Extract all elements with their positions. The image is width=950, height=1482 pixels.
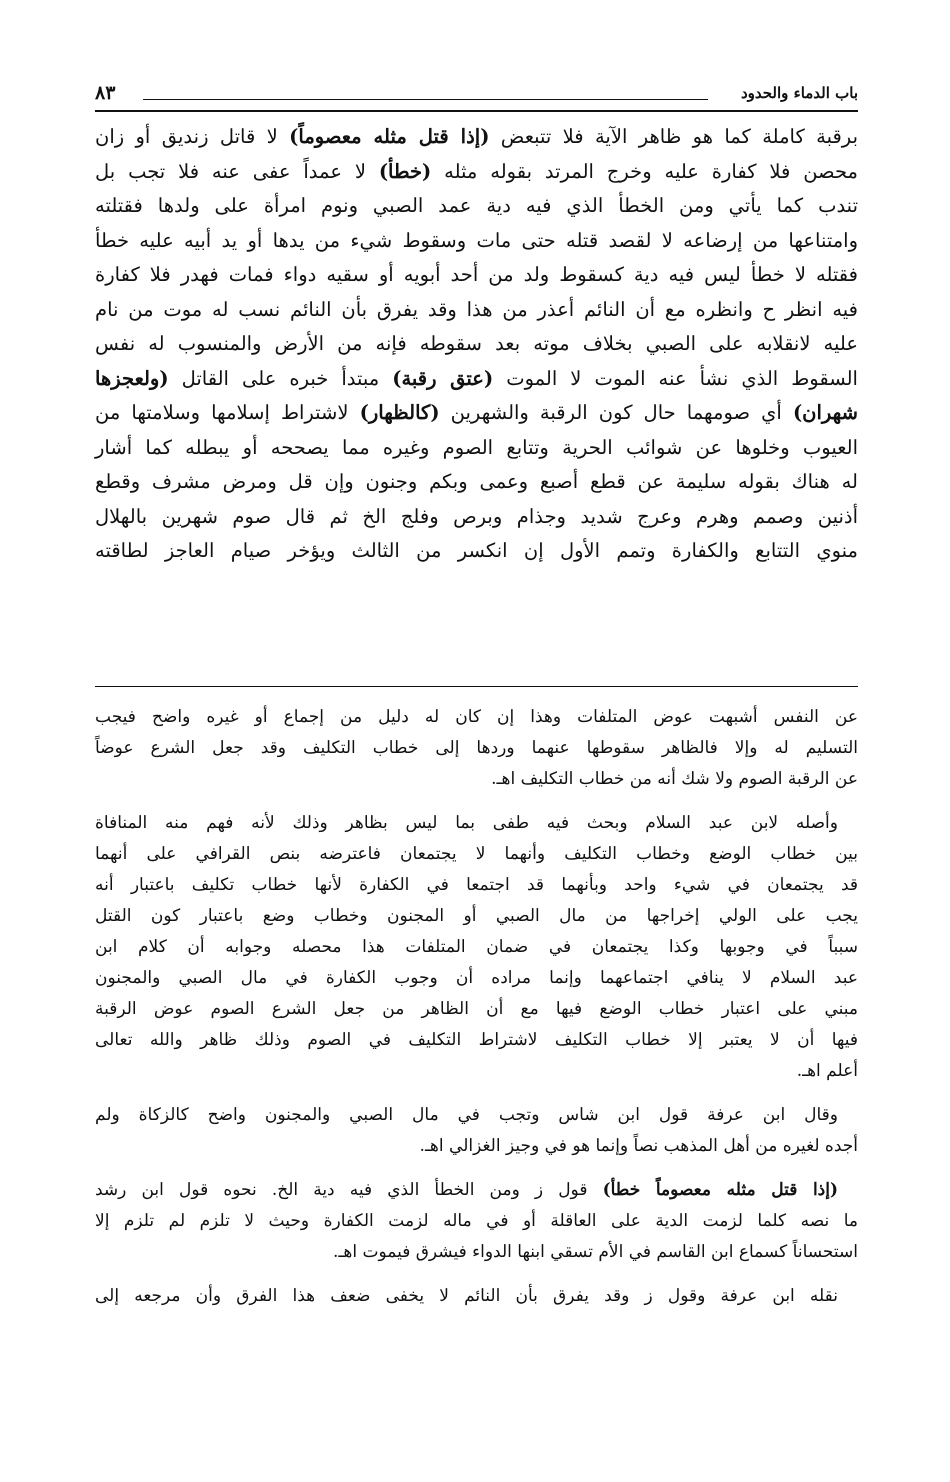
text-line (95, 189, 858, 224)
text-line (95, 500, 858, 535)
text-segment: العيوب وخلوها عن شوائب الحرية وتتابع الصوم وغيره مما يصححه أو يبطله كما أشار (95, 435, 858, 459)
text-segment: مبني على اعتبار خطاب الوضع فيها مع أن الظاهر من جعل الشرع الصوم عوض الرقبة (95, 999, 858, 1019)
footnotes (95, 702, 858, 1325)
bold-matn-text: (خطأ) (378, 159, 432, 183)
footnote-paragraph (95, 702, 858, 795)
text-line (95, 1206, 858, 1237)
text-line (95, 327, 858, 362)
footnote-paragraph (95, 1281, 858, 1312)
header-line (143, 99, 708, 100)
running-header (95, 84, 858, 106)
text-line (95, 465, 858, 500)
text-segment: فيها أن لا يعتبر إلا خطاب التكليف لاشتراط التكليف في الصوم وذلك ظاهر والله تعالى (95, 1030, 858, 1050)
text-segment: له هناك بقوله سليمة عن قطع أصبع وعمى وبكم وجنون وإن قل ومرض مشرف وقطع (95, 470, 858, 493)
text-line (95, 120, 858, 155)
text-line (95, 1131, 858, 1162)
page-number: ٨٣ (95, 82, 116, 104)
text-segment: تندب كما يأتي ومن الخطأ الذي فيه دية عمد الصبي ونوم امرأة على ولدها فقتلته (95, 194, 858, 217)
text-line (95, 431, 858, 466)
text-segment: محصن فلا كفارة عليه وخرج المرتد بقوله مثله (431, 159, 858, 183)
text-segment: عن الرقبة الصوم ولا شك أنه من خطاب التكليف اهـ. (491, 769, 858, 789)
bold-matn-text: (إذا قتل مثله معصوماً خطأ) (602, 1180, 839, 1200)
text-segment: أذنين وصمم وهرم وعرج شديد وجذام وبرص وفلج الخ ثم قال صوم شهرين بالهلال (95, 504, 858, 528)
bold-matn-text: (ولعجزها (95, 366, 169, 390)
main-text (95, 120, 858, 569)
bold-matn-text: شهران) (792, 401, 858, 424)
text-segment: لاشتراط إسلامها وسلامتها من (95, 401, 360, 424)
text-line (95, 764, 858, 795)
text-segment: التسليم له وإلا فالظاهر سقوطها عنهما وردها إلى خطاب التكليف وقد جعل الشرع عوضاً (95, 738, 858, 758)
text-line (95, 870, 858, 901)
text-segment: برقبة كاملة كما هو ظاهر الآية فلا تتبعض (489, 125, 858, 148)
text-segment: ما نصه كلما لزمت الدية على العاقلة أو في ماله لزمت الكفارة وحيث لا تلزم لم تلزم إلا (95, 1211, 858, 1231)
text-segment: نقله ابن عرفة وقول ز وقد يفرق بأن النائم لا يخفى ضعف هذا الفرق وأن مرجعه إلى (95, 1286, 838, 1306)
text-segment: بين خطاب الوضع وخطاب التكليف وأنهما لا يجتمعان فاعترضه بنص القرافي على أنهما (95, 844, 858, 864)
text-line (95, 1100, 858, 1131)
text-segment: أعلم اهـ. (796, 1061, 858, 1081)
text-line (95, 1237, 858, 1268)
text-segment: عن النفس أشبهت عوض المتلفات وهذا إن كان له دليل من إجماع أو غيره واضح فيجب (95, 707, 858, 727)
text-segment: وامتناعها من إرضاعه لا لقصد قتله حتى مات وسقوط شيء من يدها أو يد أبيه عليه خطأ (95, 228, 858, 252)
bold-matn-text: (كالظهار) (359, 401, 440, 424)
text-line (95, 994, 858, 1025)
text-segment: لا عمداً عفى عنه فلا تجب بل (95, 159, 379, 183)
text-line (95, 396, 858, 431)
text-segment: لا قاتل زنديق أو زان (95, 125, 290, 148)
text-segment: قد يجتمعان في شيء واحد وبأنهما قد اجتمعا في الكفارة لأنها خطاب تكليف باعتبار أنه (95, 875, 858, 895)
text-line (95, 702, 858, 733)
text-line (95, 901, 858, 932)
bold-matn-text: (عتق رقبة) (392, 366, 494, 390)
text-segment: عليه لانقلابه على الصبي بخلاف موته بعد سقوطه فإنه من الأرض والمنسوب له نفس (95, 332, 858, 355)
text-line (95, 258, 858, 293)
text-line (95, 808, 858, 839)
text-line (95, 1175, 858, 1206)
text-segment: وقال ابن عرفة قول ابن شاس وتجب في مال الصبي والمجنون واضح كالزكاة ولم (95, 1105, 838, 1125)
text-segment: فقتله لا خطأ ليس فيه دية كسقوط ولد من أحد أبويه أو سقيه دواء فمات فهدر فلا كفارة (95, 263, 858, 286)
text-line (95, 155, 858, 190)
text-line (95, 534, 858, 569)
footnote-paragraph (95, 808, 858, 1087)
footnote-separator (95, 686, 858, 687)
text-line (95, 963, 858, 994)
text-segment: عبد السلام لا ينافي اجتماعهما وإنما مراده أن وجوب الكفارة في مال الصبي والمجنون (95, 968, 858, 988)
text-line (95, 1025, 858, 1056)
text-segment: السقوط الذي نشأ عنه الموت لا الموت (493, 366, 858, 390)
text-line (95, 293, 858, 328)
text-segment: استحساناً كسماع ابن القاسم في الأم تسقي ابنها الدواء فيشرق فيموت اهـ. (332, 1242, 858, 1262)
text-line (95, 1281, 858, 1312)
text-line (95, 733, 858, 764)
header-rule (95, 110, 858, 112)
text-segment: أجده لغيره من أهل المذهب نصاً وإنما هو في وجيز الغزالي اهـ. (419, 1136, 858, 1156)
text-segment: وأصله لابن عبد السلام وبحث فيه طفى بما ليس بظاهر وذلك لأنه فهم منه المنافاة (95, 813, 838, 833)
text-line (95, 1056, 858, 1087)
text-line (95, 224, 858, 259)
chapter-title: باب الدماء والحدود (740, 84, 858, 102)
text-line (95, 362, 858, 397)
text-segment: منوي التتابع والكفارة وتمم الأول إن انكسر من الثالث ويؤخر صيام العاجز لطاقته (95, 539, 858, 562)
text-line (95, 839, 858, 870)
footnote-paragraph (95, 1175, 858, 1268)
text-segment: أي صومهما حال كون الرقبة والشهرين (439, 401, 793, 424)
bold-matn-text: (إذا قتل مثله معصوماً) (289, 125, 490, 148)
text-line (95, 932, 858, 963)
text-segment: يجب على الولي إخراجها من مال الصبي أو المجنون وخطاب وضع باعتبار كون القتل (95, 906, 858, 926)
text-segment: سبباً في وجوبها وكذا يجتمعان في ضمان المتلفات هذا محصله وجوابه أن كلام ابن (95, 937, 858, 957)
text-segment: قول ز ومن الخطأ الذي فيه دية الخ. نحوه قول ابن رشد (95, 1180, 603, 1200)
text-segment: فيه انظر ح وانظره مع أن النائم أعذر من هذا وقد يفرق بأن النائم نسب له موت من نام (95, 297, 858, 321)
footnote-paragraph (95, 1100, 858, 1162)
text-segment: مبتدأ خبره على القاتل (168, 366, 393, 390)
